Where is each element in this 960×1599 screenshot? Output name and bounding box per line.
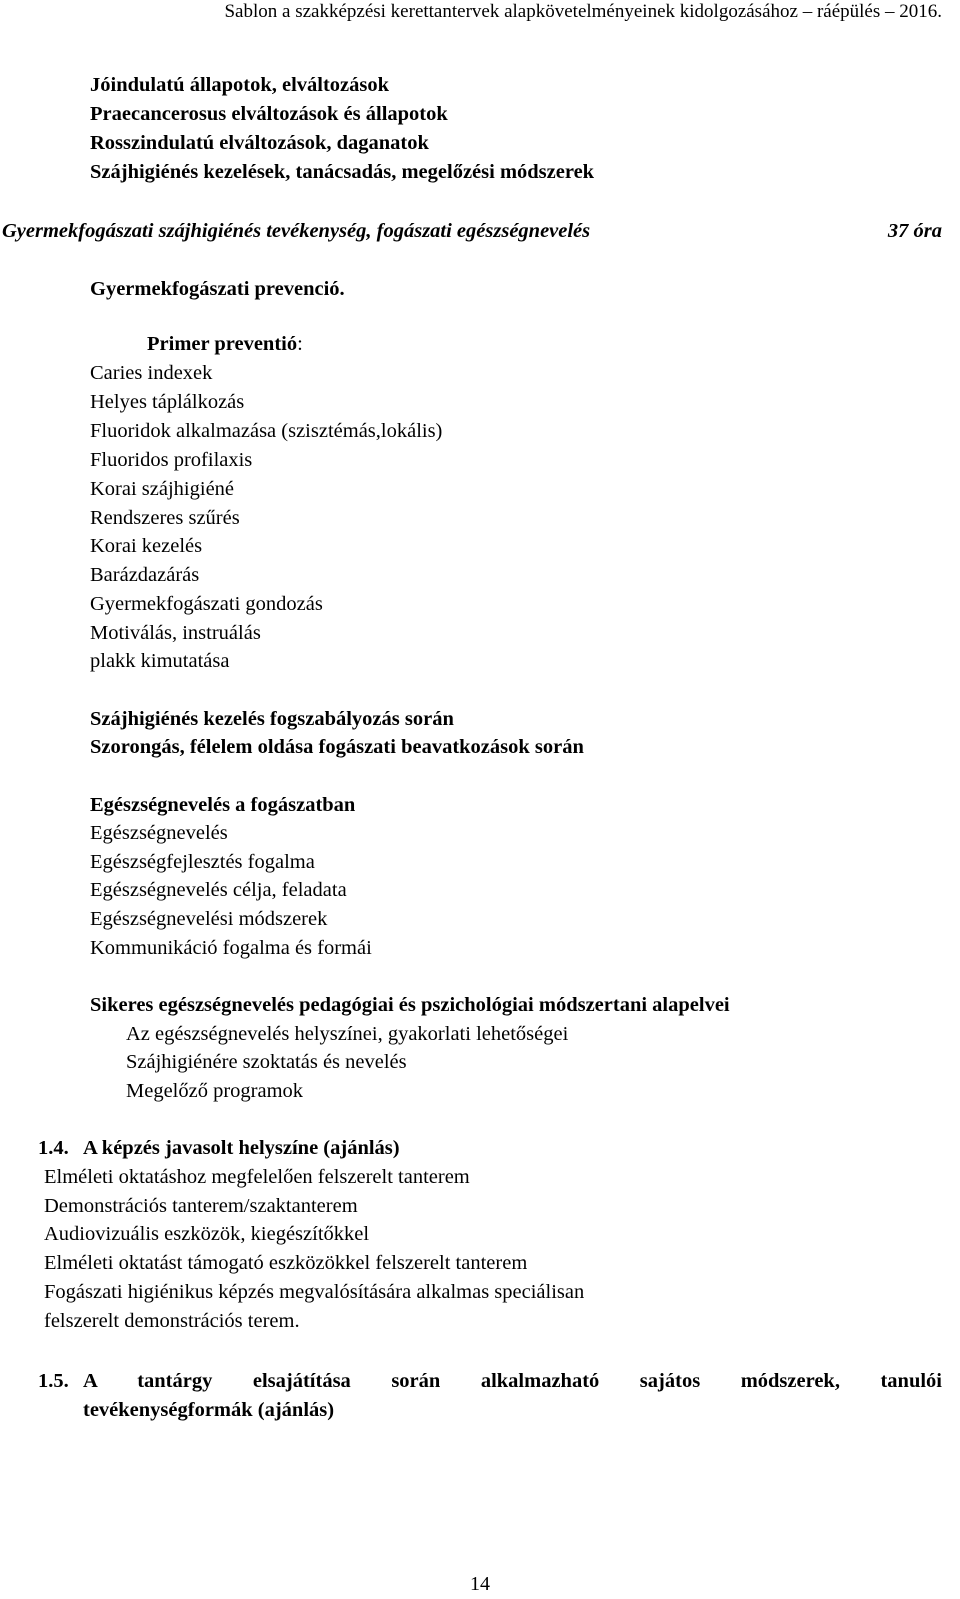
section-title: A képzés javasolt helyszíne (ajánlás) [83,1137,400,1159]
location-item: Fogászati higiénikus képzés megvalósítására alkalmas speciálisan [44,1281,585,1303]
bold-item: Rosszindulatú elváltozások, daganatok [90,132,429,154]
section-title: A tantárgy elsajátítása során alkalmazható sajátos módszerek, tanulói [83,1370,942,1392]
section-title-continued: tevékenységformák (ajánlás) [83,1399,335,1421]
prevention-item: plakk kimutatása [90,650,230,672]
health-education-item: Egészségnevelés célja, feladata [90,879,347,901]
prevention-item: Barázdazárás [90,564,200,586]
prevention-title: Gyermekfogászati prevenció. [90,278,345,300]
principles-title: Sikeres egészségnevelés pedagógiai és pszichológiai módszertani alapelvei [90,994,730,1016]
prevention-item: Fluoridok alkalmazása (szisztémás,lokális) [90,420,443,442]
principles-item: Az egészségnevelés helyszínei, gyakorlati lehetőségei [126,1023,569,1045]
primer-label: Primer preventió [147,333,298,355]
bold-item: Jóindulatú állapotok, elváltozások [90,74,390,96]
primer-heading [147,331,303,357]
section-number: 1.4. [38,1137,69,1159]
section-heading [38,1367,942,1425]
prevention-item: Helyes táplálkozás [90,391,245,413]
topic-title: Gyermekfogászati szájhigiénés tevékenység, fogászati egészségnevelés [2,220,591,242]
health-education-item: Egészségnevelés [90,822,228,844]
treatment-item: Szájhigiénés kezelés fogszabályozás során [90,708,454,730]
location-item: Elméleti oktatáshoz megfelelően felszerelt tanterem [44,1166,470,1188]
prevention-item: Korai kezelés [90,535,203,557]
prevention-item: Fluoridos profilaxis [90,449,253,471]
health-education-item: Egészségfejlesztés fogalma [90,851,315,873]
prevention-item: Rendszeres szűrés [90,507,240,529]
prevention-item: Korai szájhigiéné [90,478,235,500]
location-item: felszerelt demonstrációs terem. [44,1310,300,1332]
prevention-item: Caries indexek [90,362,213,384]
bold-item: Praecancerosus elváltozások és állapotok [90,103,448,125]
primer-colon: : [297,333,303,355]
bold-item: Szájhigiénés kezelések, tanácsadás, megelőzési módszerek [90,161,595,183]
health-education-title: Egészségnevelés a fogászatban [90,794,356,816]
health-education-item: Egészségnevelési módszerek [90,908,328,930]
location-item: Demonstrációs tanterem/szaktanterem [44,1195,358,1217]
location-item: Audiovizuális eszközök, kiegészítőkkel [44,1223,370,1245]
treatment-item: Szorongás, félelem oldása fogászati beavatkozások során [90,736,584,758]
principles-item: Megelőző programok [126,1080,304,1102]
topic-hours: 37 óra [887,220,942,242]
location-item: Elméleti oktatást támogató eszközökkel felszerelt tanterem [44,1252,528,1274]
page-number: 14 [470,1573,490,1595]
prevention-item: Gyermekfogászati gondozás [90,593,323,615]
health-education-item: Kommunikáció fogalma és formái [90,937,372,959]
principles-item: Szájhigiénére szoktatás és nevelés [126,1051,407,1073]
prevention-item: Motiválás, instruálás [90,622,261,644]
page-header: Sablon a szakképzési kerettantervek alapkövetelményeinek kidolgozásához – ráépülés – 2016. [224,1,942,22]
section-number: 1.5. [38,1370,69,1392]
